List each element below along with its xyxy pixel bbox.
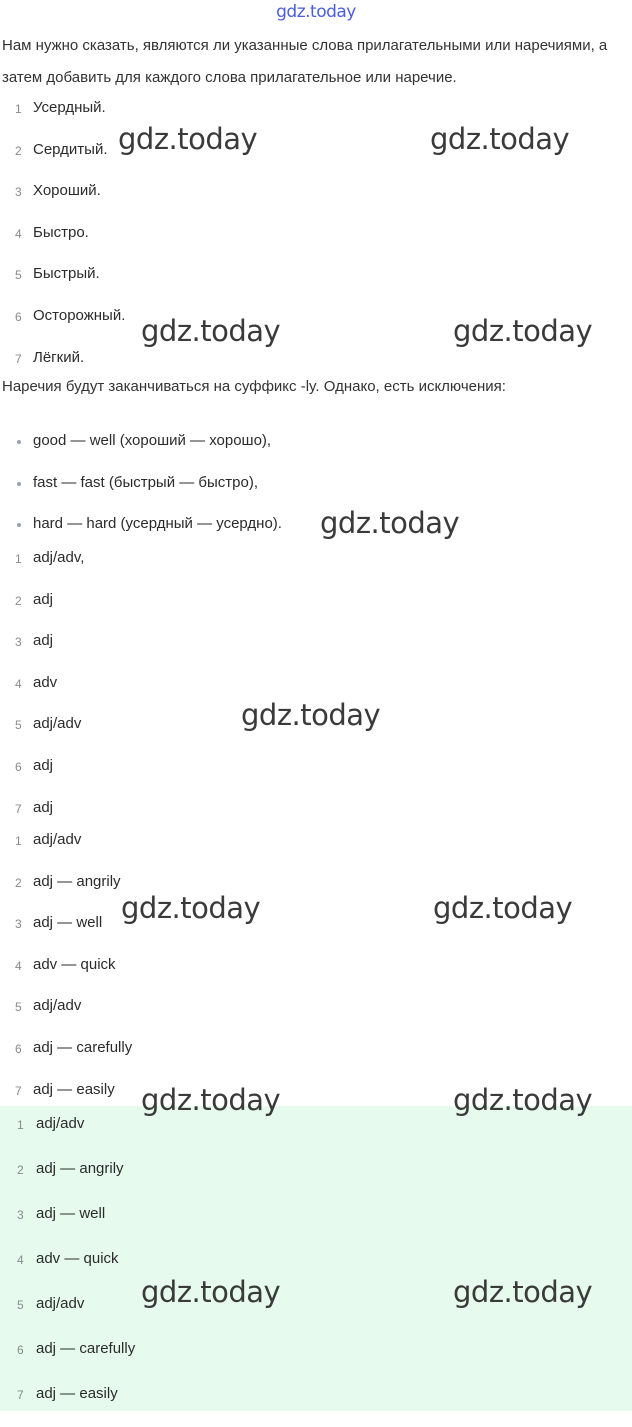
item-text: adj bbox=[33, 632, 54, 650]
item-number: 6 bbox=[15, 759, 22, 774]
list-item bbox=[0, 96, 125, 138]
list-item bbox=[0, 304, 125, 346]
list-item bbox=[0, 429, 282, 471]
item-text: adj/adv bbox=[33, 715, 82, 733]
item-text: adj/adv bbox=[36, 1115, 85, 1132]
list-item bbox=[0, 546, 84, 588]
list-item bbox=[0, 828, 132, 870]
item-text: good — well (хороший — хорошо), bbox=[33, 432, 272, 449]
watermark: gdz.today bbox=[430, 122, 570, 156]
item-number: 6 bbox=[15, 1041, 22, 1056]
item-number: 3 bbox=[15, 185, 22, 200]
list-item bbox=[0, 179, 125, 221]
list-item bbox=[0, 588, 84, 630]
item-text: fast — fast (быстрый — быстро), bbox=[33, 473, 259, 491]
item-text: adj/adv, bbox=[33, 549, 85, 566]
list-item bbox=[0, 471, 282, 513]
answers-list-second bbox=[0, 828, 132, 1119]
item-text: Усердный. bbox=[33, 99, 106, 116]
bullet-icon bbox=[17, 482, 21, 486]
item-text: Сердитый. bbox=[33, 140, 108, 158]
item-number: 1 bbox=[15, 102, 22, 116]
list-item bbox=[0, 138, 125, 180]
list-item bbox=[0, 1112, 135, 1157]
item-number: 4 bbox=[15, 676, 22, 691]
item-number: 5 bbox=[15, 1000, 22, 1015]
list-item bbox=[0, 1036, 132, 1078]
item-text: adj — angrily bbox=[33, 872, 121, 890]
item-text: adj — carefully bbox=[33, 1038, 133, 1056]
bullet-icon bbox=[17, 440, 21, 444]
list-item bbox=[0, 1382, 135, 1427]
watermark: gdz.today bbox=[241, 698, 381, 732]
item-number: 5 bbox=[17, 1298, 24, 1312]
watermark: gdz.today bbox=[141, 314, 281, 348]
item-text: Быстро. bbox=[33, 223, 89, 241]
item-number: 6 bbox=[15, 309, 22, 324]
answers-list-final bbox=[0, 1112, 135, 1427]
task-description: Нам нужно сказать, являются ли указанные слова прилагательными или наречиями, а затем добавить для каждого слова прилагательное или наречие. bbox=[2, 37, 608, 86]
item-text: adj — well bbox=[33, 914, 103, 932]
rule-text: Наречия будут заканчиваться на суффикс -ly. Однако, есть исключения: bbox=[2, 378, 506, 395]
item-number: 1 bbox=[15, 834, 22, 848]
exceptions-list bbox=[0, 429, 282, 554]
item-text: adj/adv bbox=[33, 831, 82, 848]
list-item bbox=[0, 754, 84, 796]
item-text: adj — easily bbox=[33, 1080, 115, 1098]
item-number: 2 bbox=[15, 875, 22, 890]
item-text: adj — easily bbox=[36, 1385, 118, 1402]
item-number: 3 bbox=[15, 635, 22, 650]
watermark: gdz.today bbox=[453, 314, 593, 348]
item-number: 2 bbox=[15, 143, 22, 158]
item-text: adj bbox=[33, 798, 54, 816]
list-item bbox=[0, 1247, 135, 1292]
list-item bbox=[0, 1337, 135, 1382]
site-logo[interactable]: gdz.today bbox=[276, 2, 356, 22]
item-number: 4 bbox=[17, 1253, 24, 1267]
watermark: gdz.today bbox=[320, 506, 460, 540]
list-item bbox=[0, 712, 84, 754]
item-text: Лёгкий. bbox=[33, 348, 85, 366]
item-text: adj/adv bbox=[33, 997, 82, 1015]
watermark: gdz.today bbox=[118, 122, 258, 156]
item-number: 3 bbox=[17, 1208, 24, 1222]
item-number: 7 bbox=[15, 351, 22, 366]
item-number: 3 bbox=[15, 917, 22, 932]
item-number: 1 bbox=[15, 552, 22, 566]
list-item bbox=[0, 671, 84, 713]
item-number: 5 bbox=[15, 268, 22, 283]
watermark: gdz.today bbox=[453, 1083, 593, 1117]
item-number: 2 bbox=[15, 593, 22, 608]
list-item bbox=[0, 1292, 135, 1337]
item-number: 4 bbox=[15, 226, 22, 241]
item-text: adj bbox=[33, 756, 54, 774]
item-text: adj — angrily bbox=[36, 1160, 124, 1177]
watermark: gdz.today bbox=[121, 891, 261, 925]
item-text: adj/adv bbox=[36, 1295, 85, 1312]
words-list bbox=[0, 96, 125, 387]
bullet-icon bbox=[17, 523, 21, 527]
list-item bbox=[0, 1202, 135, 1247]
item-text: adv — quick bbox=[36, 1250, 119, 1267]
list-item bbox=[0, 994, 132, 1036]
list-item bbox=[0, 221, 125, 263]
item-text: Осторожный. bbox=[33, 306, 126, 324]
list-item bbox=[0, 262, 125, 304]
watermark: gdz.today bbox=[453, 1275, 593, 1309]
item-number: 6 bbox=[17, 1343, 24, 1357]
item-text: Хороший. bbox=[33, 182, 101, 200]
watermark: gdz.today bbox=[141, 1275, 281, 1309]
item-text: adv — quick bbox=[33, 955, 116, 973]
list-item bbox=[0, 1157, 135, 1202]
item-number: 7 bbox=[15, 1083, 22, 1098]
item-text: adv bbox=[33, 673, 58, 691]
watermark: gdz.today bbox=[433, 891, 573, 925]
list-item bbox=[0, 953, 132, 995]
list-item bbox=[0, 911, 132, 953]
item-text: adj bbox=[33, 590, 54, 608]
item-text: adj — well bbox=[36, 1205, 106, 1222]
item-text: Быстрый. bbox=[33, 265, 100, 283]
item-number: 5 bbox=[15, 718, 22, 733]
item-text: adj — carefully bbox=[36, 1340, 136, 1357]
item-number: 4 bbox=[15, 958, 22, 973]
item-text: hard — hard (усердный — усердно). bbox=[33, 515, 282, 533]
answers-list-first bbox=[0, 546, 84, 837]
list-item bbox=[0, 870, 132, 912]
watermark: gdz.today bbox=[141, 1083, 281, 1117]
item-number: 7 bbox=[17, 1388, 24, 1402]
item-number: 1 bbox=[17, 1118, 24, 1132]
item-number: 2 bbox=[17, 1163, 24, 1177]
item-number: 7 bbox=[15, 801, 22, 816]
list-item bbox=[0, 629, 84, 671]
